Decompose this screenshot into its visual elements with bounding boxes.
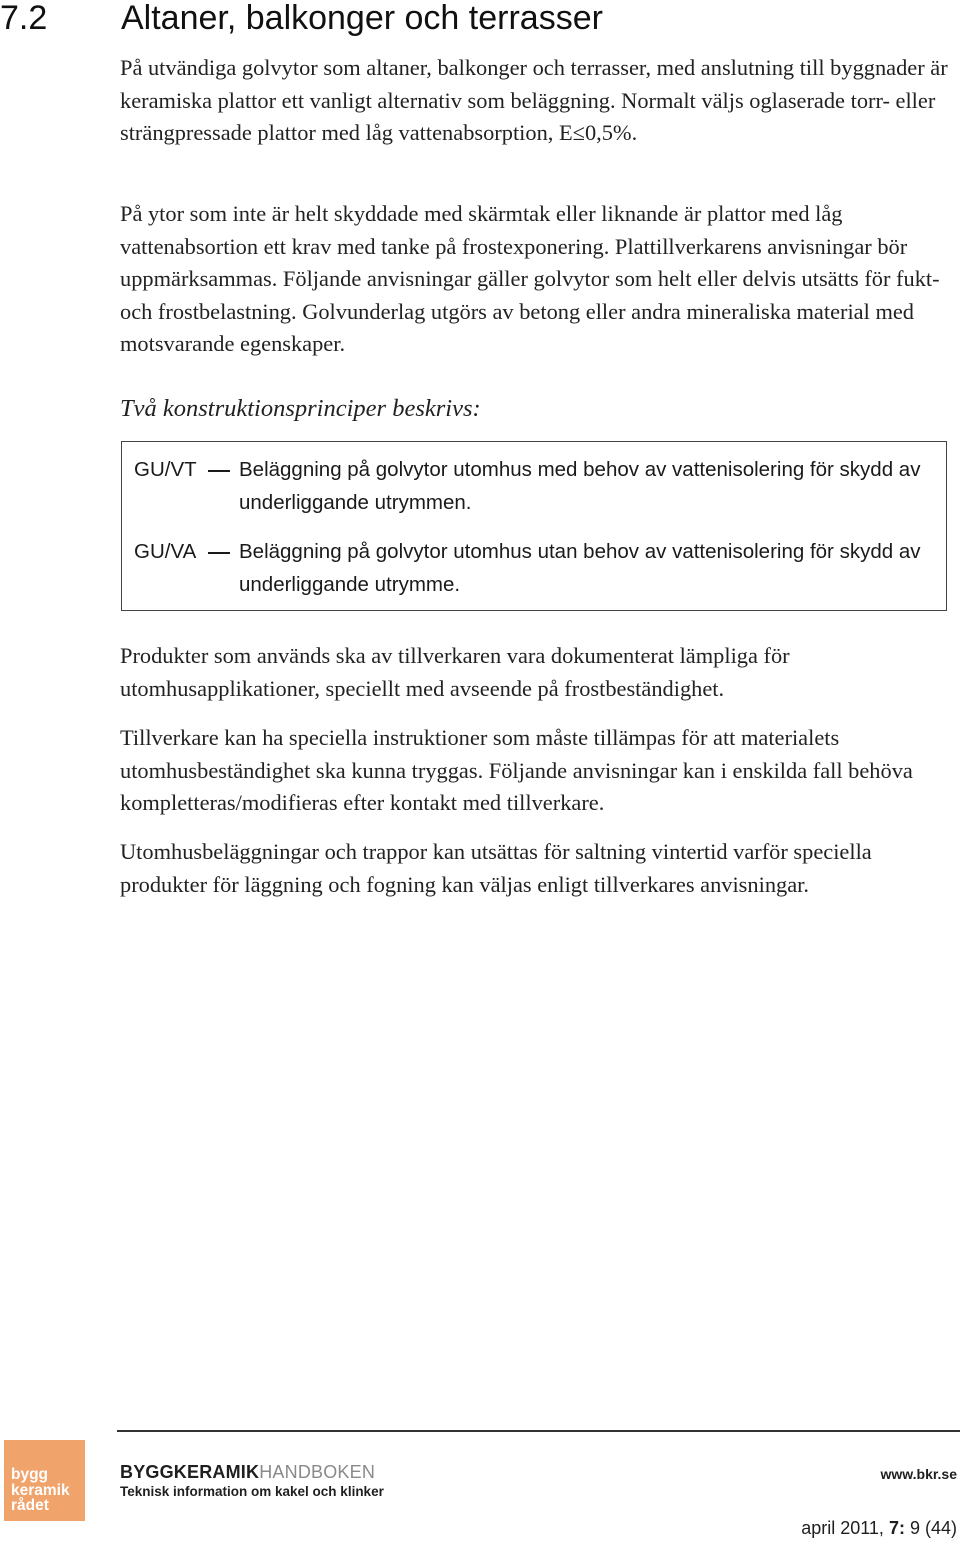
logo-line: rådet: [11, 1497, 49, 1514]
outdoor-paragraph: Utomhusbeläggningar och trappor kan utsättas för saltning vintertid varför speciella produkter för läggning och fogning kan väljas enligt tillverkares anvisningar.: [120, 839, 872, 897]
logo-wordmark: [11, 1467, 85, 1514]
principle-code-guvt: GU/VT: [134, 458, 197, 481]
instructions-paragraph: Tillverkare kan ha speciella instruktioner som måste tillämpas för att materialets utomhusbeständighet ska kunna tryggas. Följande anvisningar kan i enskilda fall behöva kompletteras/modifieras efter kontakt med tillverkare.: [120, 725, 913, 816]
page-info: [801, 1517, 957, 1539]
footer-divider: [117, 1430, 960, 1432]
byggkeramikradet-logo: [4, 1440, 85, 1521]
products-paragraph: Produkter som används ska av tillverkaren vara dokumenterat lämpliga för utomhusapplikationer, speciellt med avseende på frostbeständighet.: [120, 643, 790, 701]
brand-name-secondary: HANDBOKEN: [259, 1462, 376, 1482]
page-number: 9 (44): [909, 1518, 957, 1538]
frost-paragraph: På ytor som inte är helt skyddade med skärmtak eller liknande är plattor med låg vattenabsortion ett krav med tanke på frostexponering. Plattillverkarens anvisningar bör uppmärksammas. Följande anvisningar gäller golvytor som helt eller delvis utsätts för fukt- och frostbelastning. Golvunderlag utgörs av betong eller andra mineraliska material med motsvarande egenskaper.: [120, 201, 940, 357]
chapter-number: 7:: [888, 1518, 905, 1538]
principle-description-guva: Beläggning på golvytor utomhus utan behov av vattenisolering för skydd av underliggande utrymme.: [239, 540, 921, 596]
intro-paragraph: På utvändiga golvytor som altaner, balkonger och terrasser, med anslutning till byggnader är keramiska plattor ett vanligt alternativ som beläggning. Normalt väljs oglaserade torr- eller strängpressade plattor med låg vattenabsorption, E≤0,5%.: [120, 55, 948, 146]
handbook-tagline: Teknisk information om kakel och klinker: [120, 1484, 384, 1499]
brand-name-primary: BYGGKERAMIK: [120, 1462, 260, 1482]
principles-heading: Två konstruktionsprinciper beskrivs:: [120, 395, 481, 422]
handbook-brand: [120, 1461, 375, 1483]
definition-dash: [208, 470, 230, 472]
principle-description-guvt: Beläggning på golvytor utomhus med behov av vattenisolering för skydd av underliggande utrymmen.: [239, 458, 921, 514]
section-number: 7.2: [0, 0, 48, 37]
logo-line: bygg: [11, 1466, 49, 1483]
section-title: Altaner, balkonger och terrasser: [121, 0, 603, 37]
publication-date: april 2011,: [801, 1518, 884, 1538]
principle-code-guva: GU/VA: [134, 540, 197, 563]
logo-line: keramik: [11, 1481, 70, 1499]
website-link[interactable]: www.bkr.se: [880, 1466, 957, 1482]
definition-dash: [208, 552, 230, 554]
